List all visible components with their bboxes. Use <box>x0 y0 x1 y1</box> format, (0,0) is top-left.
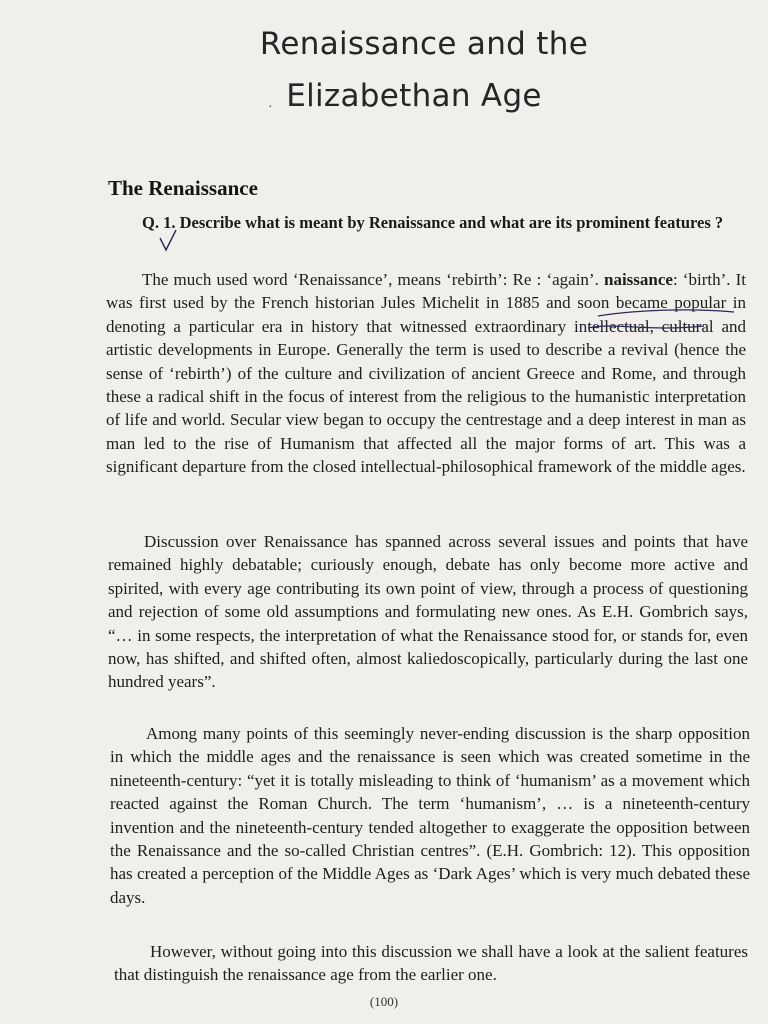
page-number: (100) <box>369 994 399 1009</box>
question-text: Describe what is meant by Renaissance and what are its prominent features ? <box>179 213 724 232</box>
section-heading: The Renaissance <box>108 176 258 200</box>
paragraph-4 <box>114 940 748 987</box>
question <box>106 210 746 235</box>
question-number: Q. 1. <box>142 213 176 232</box>
paragraph-3 <box>110 722 750 909</box>
paragraph-3-text: Among many points of this seemingly never-ending discussion is the sharp opposition in which the middle ages and the renaissance is seen which was created sometime in the nineteenth-century: “yet it is totally misleading to think of ‘humanism’ as a movement which reacted against the Roman Church. The term ‘humanism’, … is a nineteenth-century invention and the nineteenth-century tended altogether to exaggerate the opposition between the Renaissance and the so-called Christian centres”. (E.H. Gombrich: 12). This opposition has created a perception of the Middle Ages as ‘Dark Ages’ which is very much debated these days. <box>110 724 750 907</box>
paragraph-4-text: However, without going into this discussion we shall have a look at the salient features that distinguish the renaissance age from the earlier one. <box>114 942 748 985</box>
paragraph-1-term: naissance <box>603 270 673 289</box>
paragraph-2-text: Discussion over Renaissance has spanned across several issues and points that have remained highly debatable; curiously enough, debate has only become more active and spirited, with every age contributing its own point of view, through a process of questioning and rejection of some old assumptions and formulating new ones. As E.H. Gombrich says, “… in some respects, the interpretation of what the Renaissance stood for, or stands for, even now, has shifted, and shifted often, almost kaliedoscopically, particularly during the last one hundred years”. <box>108 532 748 692</box>
chapter-title-line-2: Elizabethan Age <box>286 78 542 114</box>
title-bullet-mark: · <box>268 100 273 115</box>
paragraph-1-intro: The much used word ‘Renaissance’, means ‘rebirth’: Re : ‘again’. <box>142 270 599 289</box>
chapter-title-line-1: Renaissance and the <box>259 26 589 62</box>
paragraph-2 <box>108 530 748 694</box>
paragraph-1 <box>106 268 746 479</box>
paragraph-1-rest: : ‘birth’. It was first used by the French historian Jules Michelit in 1885 and soon became popular in denoting a particular era in history that witnessed extraordinary intellectual, cultural and artistic developments in Europe. Generally the term is used to describe a revival (hence the sense of ‘rebirth’) of the culture and civilization of ancient Greece and Rome, and through these a radical shift in the focus of interest from the religious to the humanistic interpretation of life and world. Secular view began to occupy the centrestage and a deep interest in man as man led to the rise of Humanism that affected all the major forms of art. This was a significant departure from the closed intellectual-philosophical framework of the middle ages. <box>106 270 746 477</box>
